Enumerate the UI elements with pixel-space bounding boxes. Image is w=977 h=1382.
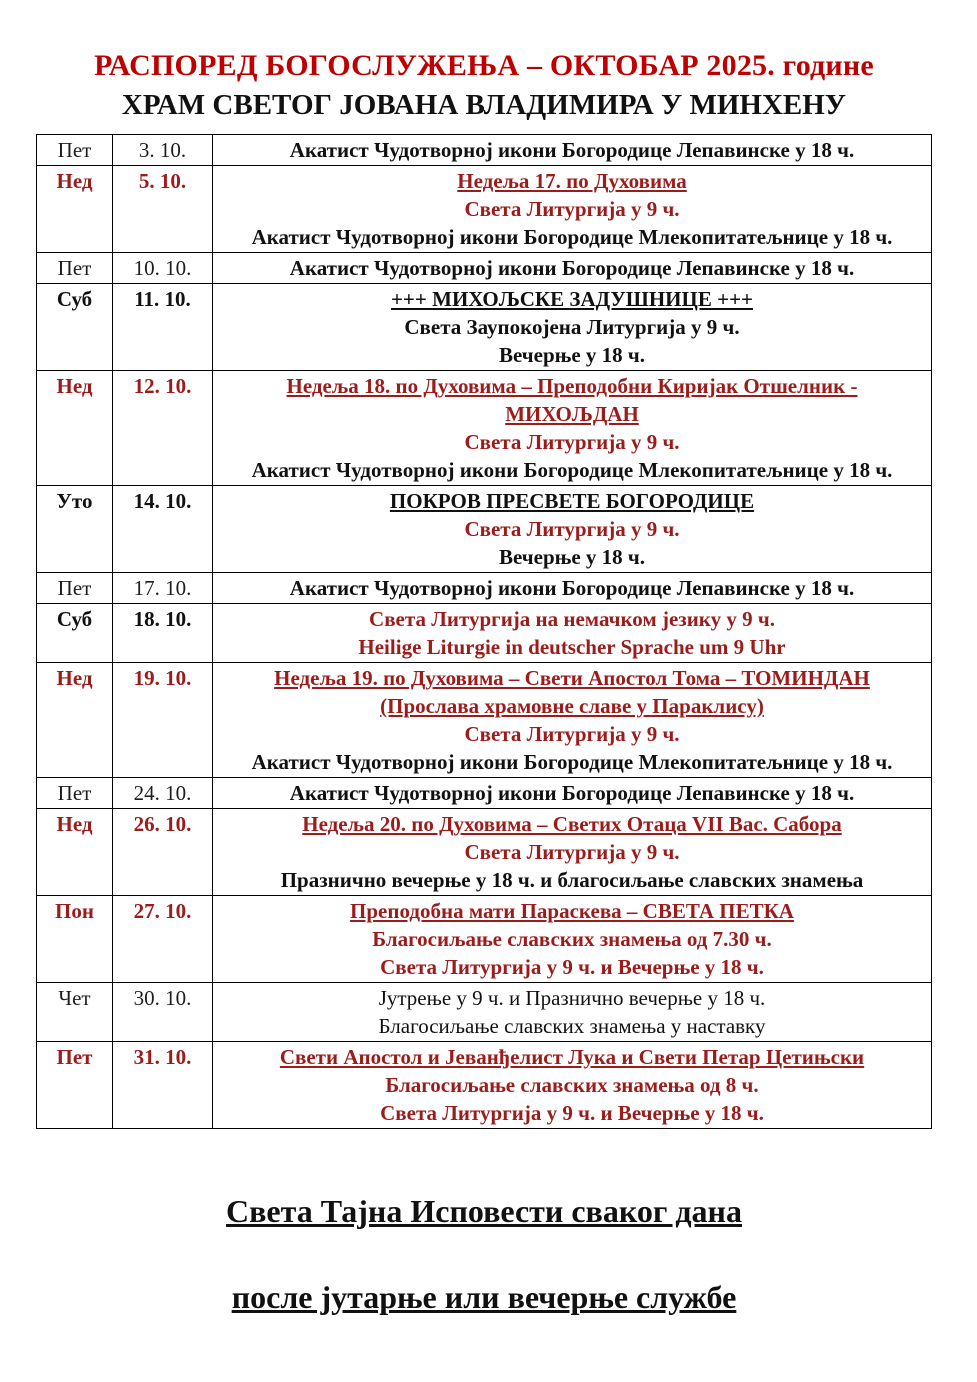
- day-cell: Пет: [37, 1042, 113, 1129]
- service-line: Света Литургија на немачком језику у 9 ч.: [369, 607, 775, 631]
- day-cell: Суб: [37, 284, 113, 371]
- service-line: Света Литургија у 9 ч.: [464, 840, 680, 864]
- schedule-row: [37, 778, 932, 809]
- service-line: Благосиљање славских знамења од 7.30 ч.: [372, 927, 772, 951]
- schedule-row: [37, 896, 932, 983]
- service-line: Света Литургија у 9 ч.: [464, 722, 680, 746]
- schedule-row: [37, 135, 932, 166]
- services-cell: [213, 166, 932, 253]
- date-cell: 5. 10.: [113, 166, 213, 253]
- schedule-row: [37, 486, 932, 573]
- day-cell: Суб: [37, 604, 113, 663]
- date-cell: 18. 10.: [113, 604, 213, 663]
- service-line: Heilige Liturgie in deutscher Sprache um 9 Uhr: [358, 635, 786, 659]
- date-cell: 11. 10.: [113, 284, 213, 371]
- document-subtitle: ХРАМ СВЕТОГ ЈОВАНА ВЛАДИМИРА У МИНХЕНУ: [121, 89, 847, 121]
- service-line: Вечерње у 18 ч.: [498, 545, 646, 569]
- service-line: Акатист Чудотворној икони Богородице Лепавинске у 18 ч.: [289, 138, 855, 162]
- service-line: Акатист Чудотворној икони Богородице Лепавинске у 18 ч.: [289, 576, 855, 600]
- services-cell: [213, 135, 932, 166]
- service-line: Празнично вечерње у 18 ч. и благосиљање славских знамења: [280, 868, 864, 892]
- footer-note: [36, 1191, 932, 1317]
- schedule-row: [37, 604, 932, 663]
- service-line: Недеља 19. по Духовима – Свети Апостол Тома – ТОМИНДАН: [274, 666, 870, 690]
- day-cell: Пет: [37, 135, 113, 166]
- service-line: Акатист Чудотворној икони Богородице Млекопитатељнице у 18 ч.: [251, 458, 893, 482]
- day-cell: Пет: [37, 573, 113, 604]
- day-cell: Нед: [37, 809, 113, 896]
- services-cell: [213, 253, 932, 284]
- schedule-row: [37, 809, 932, 896]
- day-cell: Чет: [37, 983, 113, 1042]
- date-cell: 24. 10.: [113, 778, 213, 809]
- service-line: Света Заупокојена Литургија у 9 ч.: [404, 315, 740, 339]
- schedule-table-body: [37, 135, 932, 1129]
- date-cell: 19. 10.: [113, 663, 213, 778]
- service-line: +++ МИХОЉСКЕ ЗАДУШНИЦЕ +++: [390, 287, 754, 311]
- service-line: Акатист Чудотворној икони Богородице Лепавинске у 18 ч.: [289, 781, 855, 805]
- service-line: Вечерње у 18 ч.: [498, 343, 646, 367]
- schedule-row: [37, 371, 932, 486]
- service-line: Преподобна мати Параскева – СВЕТА ПЕТКА: [350, 899, 794, 923]
- day-cell: Нед: [37, 663, 113, 778]
- services-cell: [213, 663, 932, 778]
- date-cell: 26. 10.: [113, 809, 213, 896]
- schedule-table: [36, 134, 932, 1129]
- services-cell: [213, 284, 932, 371]
- service-line: Недеља 20. по Духовима – Светих Отаца VII Вас. Сабора: [302, 812, 842, 836]
- date-cell: 30. 10.: [113, 983, 213, 1042]
- date-cell: 17. 10.: [113, 573, 213, 604]
- schedule-row: [37, 983, 932, 1042]
- service-line: Света Литургија у 9 ч.: [464, 430, 680, 454]
- services-cell: [213, 1042, 932, 1129]
- service-line: Благосиљање славских знамења у наставку: [378, 1014, 766, 1038]
- schedule-row: [37, 284, 932, 371]
- service-line: Акатист Чудотворној икони Богородице Лепавинске у 18 ч.: [289, 256, 855, 280]
- services-cell: [213, 809, 932, 896]
- services-cell: [213, 486, 932, 573]
- service-line: Недеља 18. по Духовима – Преподобни Киријак Отшелник -: [286, 374, 858, 398]
- service-line: Акатист Чудотворној икони Богородице Млекопитатељнице у 18 ч.: [251, 225, 893, 249]
- services-cell: [213, 573, 932, 604]
- day-cell: Нед: [37, 166, 113, 253]
- schedule-row: [37, 663, 932, 778]
- services-cell: [213, 778, 932, 809]
- service-line: Благосиљање славских знамења од 8 ч.: [385, 1073, 759, 1097]
- service-line: Акатист Чудотворној икони Богородице Млекопитатељнице у 18 ч.: [251, 750, 893, 774]
- service-line: МИХОЉДАН: [505, 402, 639, 426]
- services-cell: [213, 983, 932, 1042]
- service-line: Света Литургија у 9 ч. и Вечерње у 18 ч.: [380, 1101, 764, 1125]
- schedule-row: [37, 1042, 932, 1129]
- service-line: Свети Апостол и Јеванђелист Лука и Свети Петар Цетињски: [279, 1045, 865, 1069]
- day-cell: Пет: [37, 778, 113, 809]
- date-cell: 12. 10.: [113, 371, 213, 486]
- footer-line-2: после јутарње или вечерње службе: [231, 1279, 737, 1315]
- schedule-row: [37, 573, 932, 604]
- service-line: Недеља 17. по Духовима: [457, 169, 687, 193]
- services-cell: [213, 604, 932, 663]
- service-line: Света Литургија у 9 ч.: [464, 517, 680, 541]
- footer-line-1: Света Тајна Исповести сваког дана: [226, 1193, 742, 1229]
- date-cell: 3. 10.: [113, 135, 213, 166]
- day-cell: Уто: [37, 486, 113, 573]
- services-cell: [213, 896, 932, 983]
- schedule-row: [37, 253, 932, 284]
- service-line: Света Литургија у 9 ч.: [464, 197, 680, 221]
- service-line: ПОКРОВ ПРЕСВЕТЕ БОГОРОДИЦЕ: [389, 489, 755, 513]
- service-line: (Прослава храмовне славе у Параклису): [380, 694, 764, 718]
- service-line: Јутрење у 9 ч. и Празнично вечерње у 18 ч.: [378, 986, 766, 1010]
- date-cell: 10. 10.: [113, 253, 213, 284]
- day-cell: Нед: [37, 371, 113, 486]
- document-title: РАСПОРЕД БОГОСЛУЖЕЊА – ОКТОБАР 2025. године: [94, 49, 874, 82]
- date-cell: 31. 10.: [113, 1042, 213, 1129]
- date-cell: 27. 10.: [113, 896, 213, 983]
- service-line: Света Литургија у 9 ч. и Вечерње у 18 ч.: [380, 955, 764, 979]
- date-cell: 14. 10.: [113, 486, 213, 573]
- schedule-row: [37, 166, 932, 253]
- services-cell: [213, 371, 932, 486]
- day-cell: Пет: [37, 253, 113, 284]
- day-cell: Пон: [37, 896, 113, 983]
